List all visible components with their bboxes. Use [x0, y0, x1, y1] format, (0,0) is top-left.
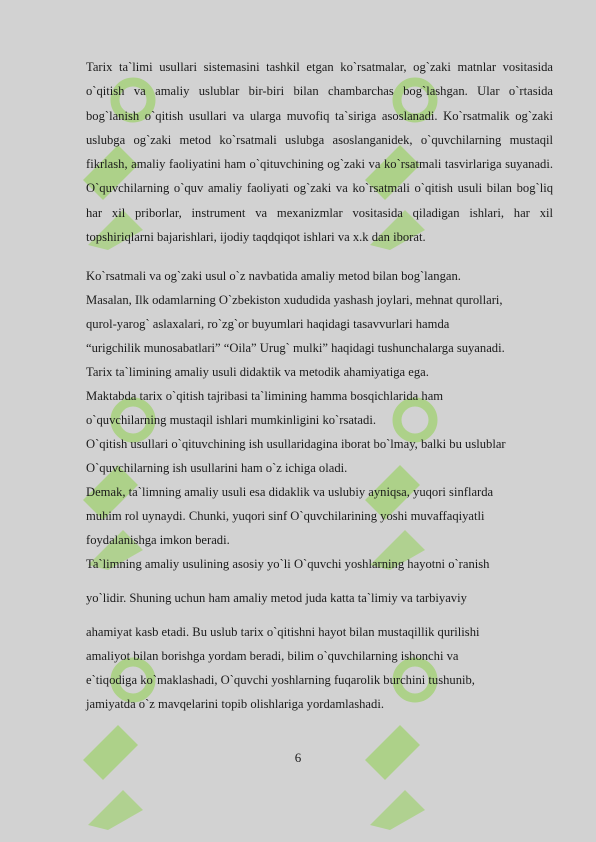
- text-line: o`quvchilarning mustaqil ishlari mumkinligini ko`rsatadi.: [86, 413, 376, 428]
- text-line: muhim rol uynaydi. Chunki, yuqori sinf O`quvchilarining yoshi muvaffaqiyatli: [86, 509, 485, 524]
- text-line: amaliyot bilan borishga yordam beradi, bilim o`quvchilarning ishonchi va: [86, 649, 459, 664]
- text-line: O`quvchilarning ish usullarini ham o`z ichiga oladi.: [86, 461, 348, 476]
- page-number: 6: [294, 750, 302, 765]
- text-line: e`tiqodiga ko`maklashadi, O`quvchi yoshlarning fuqarolik burchini tushunib,: [86, 673, 475, 688]
- text-line: Tarix ta`limining amaliy usuli didaktik va metodik ahamiyatiga ega.: [86, 365, 429, 380]
- text-line: Demak, ta`limning amaliy usuli esa didaklik va uslubiy ayniqsa, yuqori sinflarda: [86, 485, 494, 500]
- text-line: Maktabda tarix o`qitish tajribasi ta`limining hamma bosqichlarida ham: [86, 389, 444, 404]
- text-line: “urigchilik munosabatlari” “Oila” Urug` mulki” haqidagi tushunchalarga suyanadi.: [86, 341, 505, 356]
- text-line: ahamiyat kasb etadi. Bu uslub tarix o`qitishni hayot bilan mustaqillik qurilishi: [86, 625, 480, 640]
- text-line: Ta`limning amaliy usulining asosiy yo`li O`quvchi yoshlarning hayotni o`ranish: [86, 557, 490, 572]
- paragraph-1: Tarix ta`limi usullari sistemasini tashkil etgan ko`rsatmalar, og`zaki matnlar vositasida o`qitish va amaliy uslublar bir-biri bilan chambarchas bog`lashgan. Ular o`rtasida bog`lanish o`qitish usullari va ularga muvofiq ta`siriga asoslanadi. Ko`rsatmalik og`zaki uslubga og`zaki metod ko`rsatmali uslubga asoslanganidek, o`quvchilarning mustaqil fikrlash, amaliy faoliyatini ham o`qituvchining og`zaki va ko`rsatmali tasvirlariga suyanadi. O`quvchilarning o`quv amaliy faoliyati og`zaki va ko`rsatmali o`qitish usuli bilan bog`liq har xil priborlar, instrument va mexanizmlar vositasida qiladigan ishlari, har xil topshiriqlarni bajarishlari, ijodiy taqdqiqot ishlari va x.k dan iborat.: [86, 60, 553, 245]
- text-line: O`qitish usullari o`qituvchining ish usullaridagina iborat bo`lmay, balki bu uslublar: [86, 437, 506, 452]
- text-line: jamiyatda o`z mavqelarini topib olishlariga yordamlashadi.: [86, 697, 384, 712]
- text-line: yo`lidir. Shuning uchun ham amaliy metod juda katta ta`limiy va tarbiyaviy: [86, 591, 467, 606]
- text-line: Masalan, Ilk odamlarning O`zbekiston xududida yashash joylari, mehnat qurollari,: [86, 293, 503, 308]
- text-line: qurol-yarog` aslaxalari, ro`zg`or buyumlari haqidagi tasavvurlari hamda: [86, 317, 450, 332]
- text-line: Ko`rsatmali va og`zaki usul o`z navbatida amaliy metod bilan bog`langan.: [86, 269, 461, 284]
- text-line: foydalanishga imkon beradi.: [86, 533, 230, 548]
- document-body: [86, 55, 553, 716]
- paragraph-2: [86, 264, 553, 716]
